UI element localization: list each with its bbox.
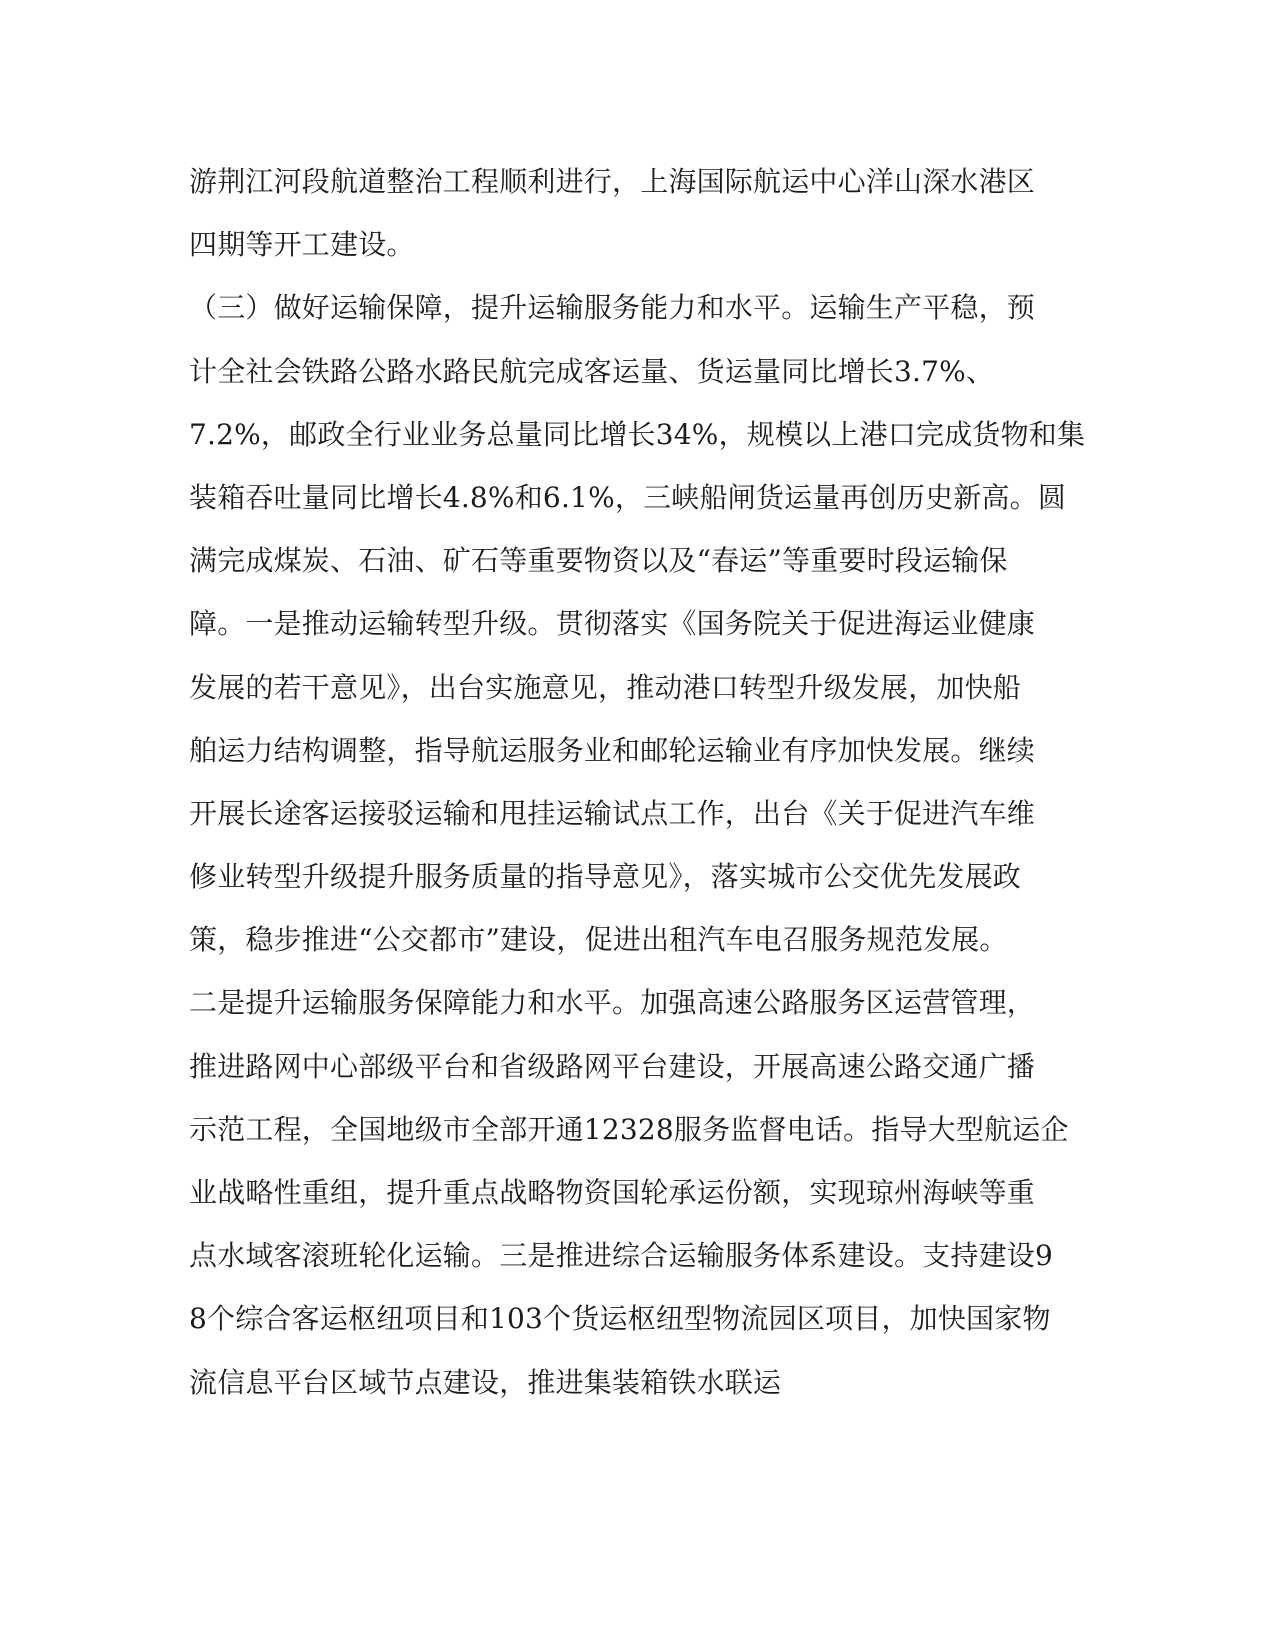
body-text bbox=[189, 150, 1089, 1414]
text-line: 开展长途客运接驳运输和甩挂运输试点工作，出台《关于促进汽车维 bbox=[189, 796, 1036, 830]
text-line: 满完成煤炭、石油、矿石等重要物资以及“春运”等重要时段运输保 bbox=[189, 544, 1008, 578]
text-line: 障。一是推动运输转型升级。贯彻落实《国务院关于促进海运业健康 bbox=[189, 607, 1036, 641]
text-line: 示范工程，全国地级市全部开通12328服务监督电话。指导大型航运企 bbox=[189, 1112, 1069, 1146]
text-line: 7.2%，邮政全行业业务总量同比增长34%，规模以上港口完成货物和集 bbox=[189, 417, 1086, 451]
text-line: 二是提升运输服务保障能力和水平。加强高速公路服务区运营管理， bbox=[189, 986, 1036, 1020]
text-line: 计全社会铁路公路水路民航完成客运量、货运量同比增长3.7%、 bbox=[189, 354, 995, 388]
text-line: 装箱吞吐量同比增长4.8%和6.1%，三峡船闸货运量再创历史新高。圆 bbox=[189, 480, 1067, 514]
text-line: 业战略性重组，提升重点战略物资国轮承运份额，实现琼州海峡等重 bbox=[189, 1176, 1036, 1209]
text-line: 策，稳步推进“公交都市”建设，促进出租汽车电召服务规范发展。 bbox=[189, 923, 1008, 957]
text-line: 四期等开工建设。 bbox=[189, 228, 415, 262]
text-line: 点水域客滚班轮化运输。三是推进综合运输服务体系建设。支持建设9 bbox=[189, 1239, 1054, 1273]
text-line: 发展的若干意见》，出台实施意见，推动港口转型升级发展，加快船 bbox=[189, 670, 1022, 704]
text-line: 流信息平台区域节点建设，推进集装箱铁水联运 bbox=[189, 1365, 782, 1399]
text-line: （三）做好运输保障，提升运输服务能力和水平。运输生产平稳，预 bbox=[189, 291, 1036, 325]
text-line: 推进路网中心部级平台和省级路网平台建设，开展高速公路交通广播 bbox=[189, 1049, 1036, 1083]
text-line: 修业转型升级提升服务质量的指导意见》，落实城市公交优先发展政 bbox=[189, 860, 1022, 894]
text-line: 游荆江河段航道整治工程顺利进行，上海国际航运中心洋山深水港区 bbox=[189, 165, 1036, 198]
text-line: 舶运力结构调整，指导航运服务业和邮轮运输业有序加快发展。继续 bbox=[189, 733, 1036, 767]
text-line: 8个综合客运枢纽项目和103个货运枢纽型物流园区项目，加快国家物 bbox=[189, 1302, 1051, 1336]
